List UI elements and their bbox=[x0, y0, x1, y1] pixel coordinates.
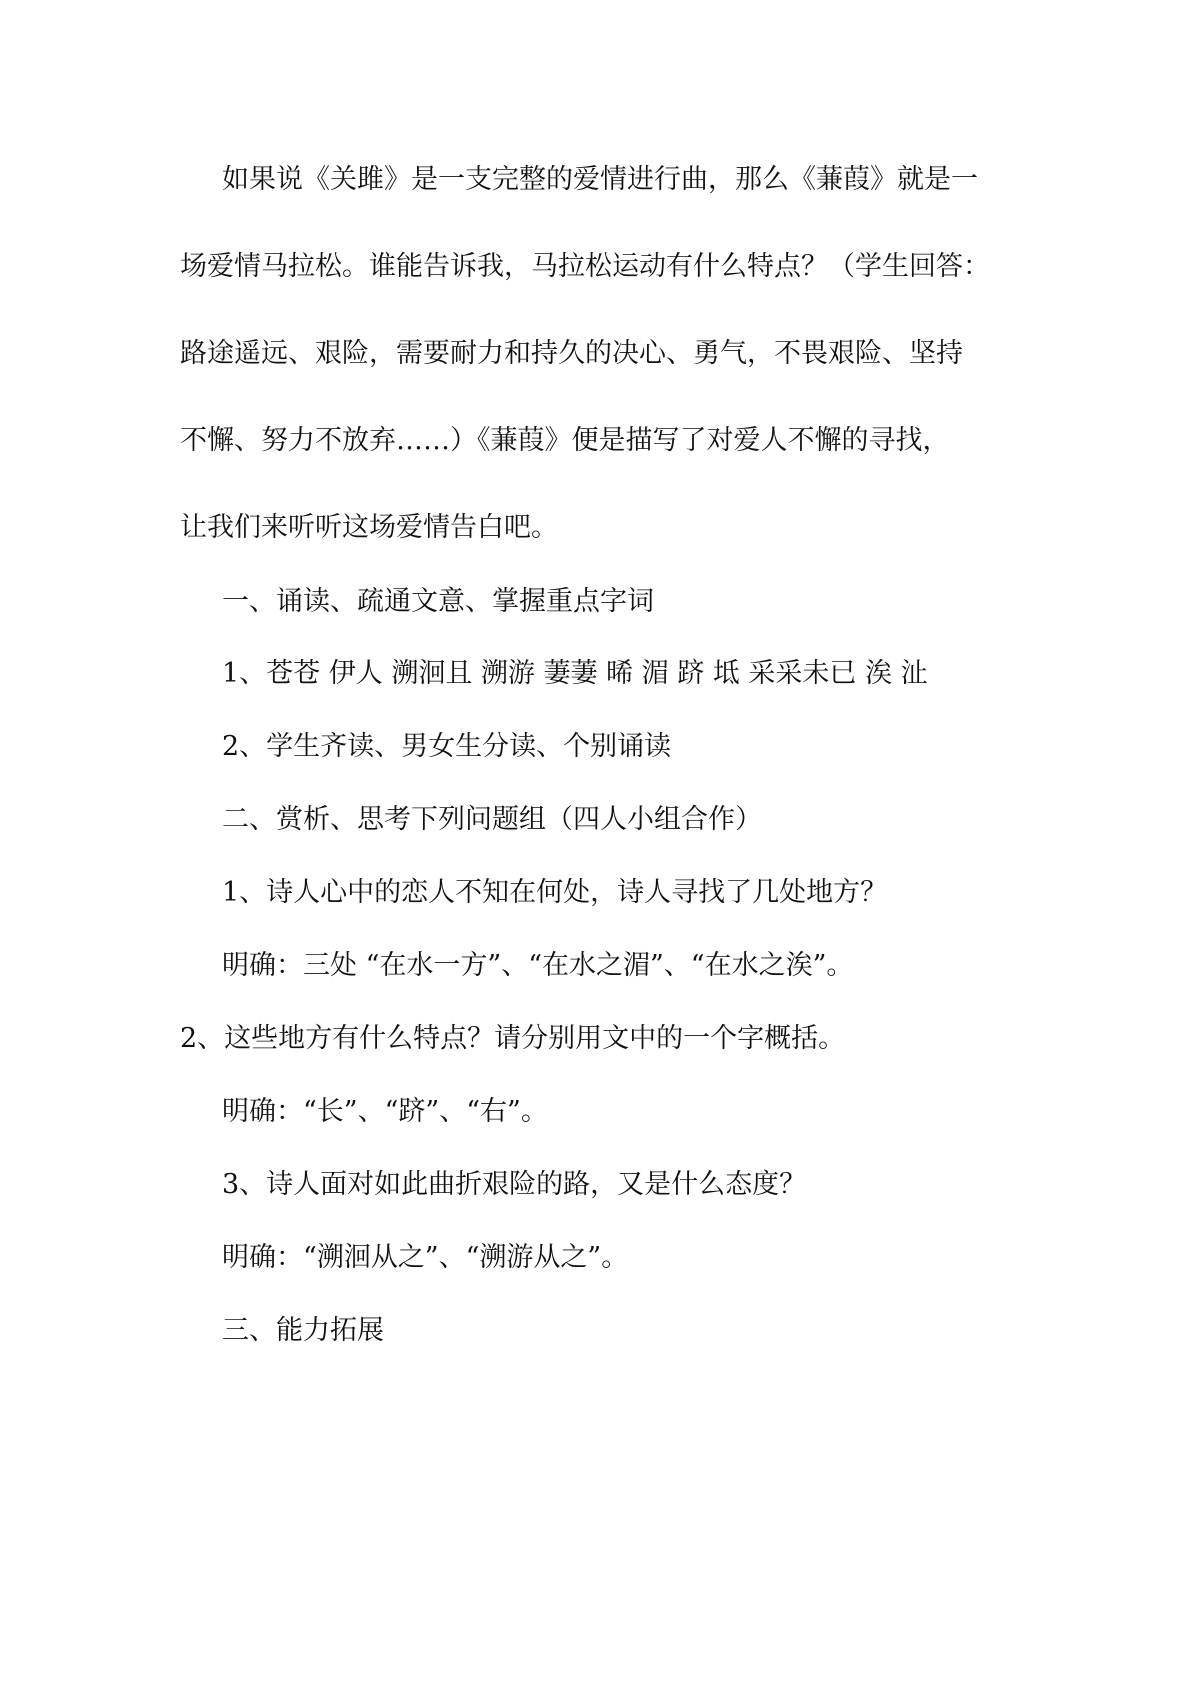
question-1: 1、诗人心中的恋人不知在何处，诗人寻找了几处地方？ bbox=[222, 877, 888, 908]
section-1-item-2: 2、学生齐读、男女生分读、个别诵读 bbox=[222, 731, 672, 762]
intro-line-5: 让我们来听听这场爱情告白吧。 bbox=[180, 512, 558, 543]
question-2: 2、这些地方有什么特点？请分别用文中的一个字概括。 bbox=[180, 1023, 846, 1054]
section-2-title: 二、赏析、思考下列问题组（四人小组合作） bbox=[222, 804, 762, 835]
intro-line-4: 不懈、努力不放弃……）《蒹葭》便是描写了对爱人不懈的寻找， bbox=[180, 425, 950, 456]
answer-3: 明确：“溯洄从之”、“溯游从之”。 bbox=[222, 1242, 629, 1273]
intro-line-2: 场爱情马拉松。谁能告诉我，马拉松运动有什么特点？（学生回答： bbox=[180, 251, 990, 282]
section-1-item-1: 1、苍苍 伊人 溯洄且 溯游 萋萋 晞 湄 跻 坻 采采未已 涘 沚 bbox=[222, 658, 928, 689]
question-3: 3、诗人面对如此曲折艰险的路，又是什么态度？ bbox=[222, 1169, 807, 1200]
answer-2: 明确：“长”、“跻”、“右”。 bbox=[222, 1096, 548, 1127]
intro-line-3: 路途遥远、艰险，需要耐力和持久的决心、勇气，不畏艰险、坚持 bbox=[180, 338, 963, 369]
section-1-title: 一、诵读、疏通文意、掌握重点字词 bbox=[222, 586, 654, 617]
answer-1: 明确：三处 “在水一方”、“在水之湄”、“在水之涘”。 bbox=[222, 950, 854, 981]
section-3-title: 三、能力拓展 bbox=[222, 1315, 384, 1346]
intro-line-1: 如果说《关雎》是一支完整的爱情进行曲，那么《蒹葭》就是一 bbox=[222, 164, 978, 195]
